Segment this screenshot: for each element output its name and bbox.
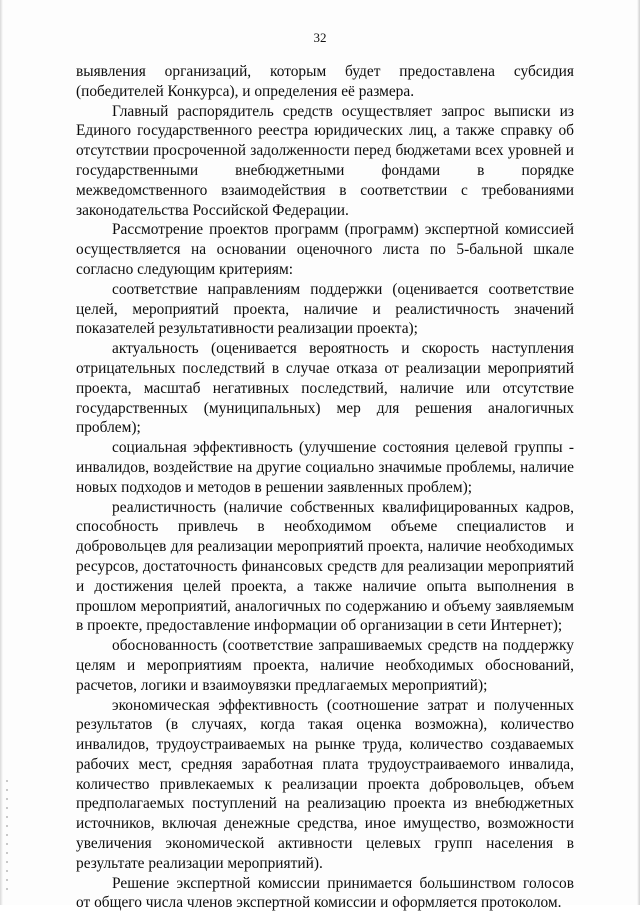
criterion-support-directions: соответствие направлениям поддержки (оценивается соответствие целей, мероприятий проекта, наличие и реалистичность значений показателей результативности реализации проекта); (76, 280, 574, 338)
paragraph-commission-decision: Решение экспертной комиссии принимается большинством голосов от общего числа членов экспертной комиссии и оформляется протоколом. (76, 874, 574, 912)
criterion-justification: обоснованность (соответствие запрашиваемых средств на поддержку целям и мероприятиям проекта, наличие необходимых обоснований, расчетов, логики и взаимоувязки предлагаемых мероприятий); (76, 637, 574, 694)
scan-artifact-dots (6, 780, 8, 890)
page-number: 32 (313, 30, 327, 45)
criterion-realism: реалистичность (наличие собственных квалифицированных кадров, способность привлечь в необходимом объеме специалистов и добровольцев для реализации мероприятий проекта, наличие необходимых ресурсов, достаточность финансовых средств для реализации мероприятий и достижения целей проекта, а также наличие опыта выполнения в прошлом мероприятий, аналогичных по содержанию и объему заявляемым в проекте, предоставление информации об организации в сети Интернет); (76, 498, 574, 635)
paragraph-registry-request: Главный распорядитель средств осуществляет запрос выписки из Единого государственного реестра юридических лиц, а также справку об отсутствии просроченной задолженности перед бюджетами всех уровней и государственными внебюджетными фондами в порядке межведомственного взаимодействия в соответствии с требованиями законодательства Российской Федерации. (76, 102, 574, 219)
paragraph-continuation: выявления организаций, которым будет предоставлена субсидия (победителей Конкурса), и определения её размера. (76, 63, 574, 100)
body-text (76, 62, 574, 913)
criterion-social-efficiency: социальная эффективность (улучшение состояния целевой группы - инвалидов, воздействие на другие социально значимые проблемы, наличие новых подходов и методов в решении заявленных проблем); (76, 439, 574, 496)
criterion-relevance: актуальность (оценивается вероятность и скорость наступления отрицательных последствий в случае отказа от реализации мероприятий проекта, масштаб негативных последствий, наличие или отсутствие государственных (муниципальных) мер для решения аналогичных проблем); (76, 340, 574, 437)
scan-edge-left (0, 0, 3, 905)
criterion-economic-efficiency: экономическая эффективность (соотношение затрат и полученных результатов (в случаях, когда такая оценка возможна), количество инвалидов, трудоустраиваемых на рынке труда, количество создаваемых рабочих мест, средняя заработная плата трудоустраиваемого инвалида, количество привлекаемых к реализации проекта добровольцев, объем предполагаемых поступлений на реализацию проекта из внебюджетных источников, включая денежные средства, иное имущество, возможности увеличения экономической активности целевых групп населения в результате реализации мероприятий). (76, 696, 574, 872)
paragraph-review-criteria-intro: Рассмотрение проектов программ (программ) экспертной комиссией осуществляется на основании оценочного листа по 5-бальной шкале согласно следующим критериям: (76, 221, 574, 278)
